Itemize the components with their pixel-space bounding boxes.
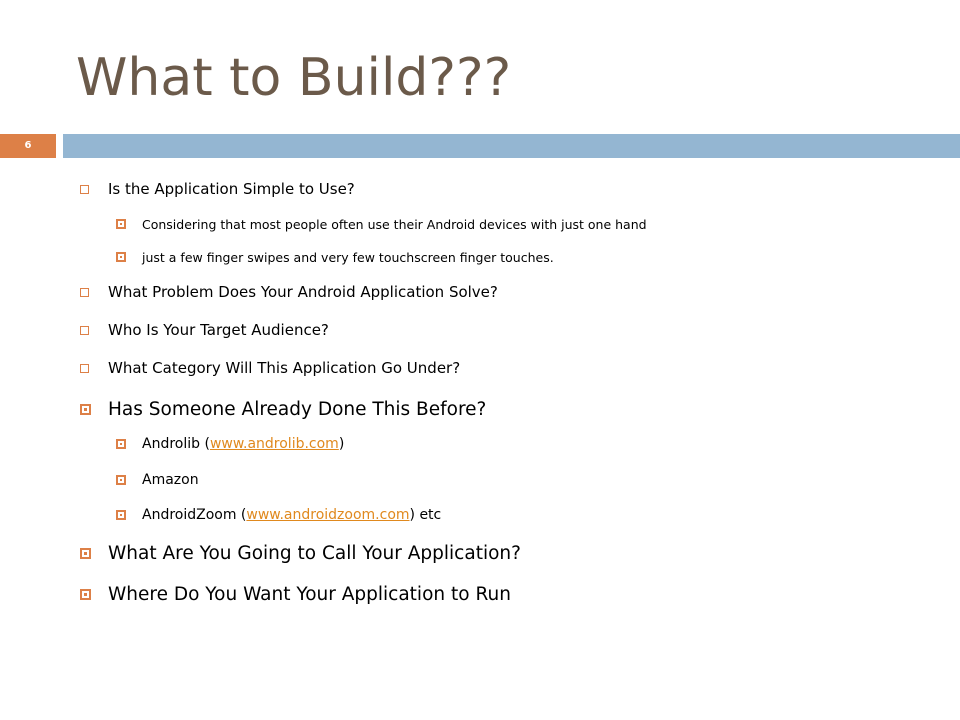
filled-square-bullet-icon (116, 510, 126, 520)
filled-square-bullet-icon (80, 404, 91, 415)
bullet-text: Is the Application Simple to Use? (108, 180, 355, 198)
slide-title: What to Build??? (76, 48, 512, 108)
bullet-item (80, 318, 329, 342)
slide-number: 6 (0, 134, 56, 158)
bullet-text: Has Someone Already Done This Before? (108, 398, 487, 420)
bullet-item (80, 356, 460, 380)
bullet-text: Amazon (142, 472, 199, 488)
square-bullet-icon (80, 288, 89, 297)
bullet-text: Who Is Your Target Audience? (108, 321, 329, 339)
filled-square-bullet-icon (116, 439, 126, 449)
bullet-item (80, 280, 498, 304)
sub-bullet-item (116, 468, 199, 492)
sub-bullet-item (116, 213, 647, 235)
bullet-text: What Are You Going to Call Your Application? (108, 542, 521, 564)
filled-square-bullet-icon (116, 219, 126, 229)
androidzoom-link[interactable]: www.androidzoom.com (246, 507, 410, 523)
square-bullet-icon (80, 326, 89, 335)
square-bullet-icon (80, 185, 89, 194)
androlib-link[interactable]: www.androlib.com (209, 436, 339, 452)
bullet-item (80, 580, 511, 608)
link-suffix: ) etc (409, 507, 442, 523)
filled-square-bullet-icon (116, 475, 126, 485)
bullet-text: What Problem Does Your Android Application Solve? (108, 283, 498, 301)
sub-bullet-item (116, 503, 441, 527)
bullet-text: Where Do You Want Your Application to Run (108, 583, 511, 605)
bullet-text: Considering that most people often use their Android devices with just one hand (142, 216, 647, 232)
bullet-text (142, 436, 344, 452)
filled-square-bullet-icon (116, 252, 126, 262)
filled-square-bullet-icon (80, 589, 91, 600)
bullet-text (142, 507, 441, 523)
bullet-item (80, 395, 486, 423)
filled-square-bullet-icon (80, 548, 91, 559)
bullet-item (80, 177, 355, 201)
sub-bullet-item (116, 246, 554, 268)
link-prefix: Androlib ( (142, 436, 210, 452)
sub-bullet-item (116, 432, 344, 456)
bullet-text: just a few finger swipes and very few touchscreen finger touches. (142, 249, 554, 265)
link-suffix: ) (338, 436, 345, 452)
bullet-item (80, 539, 521, 567)
link-prefix: AndroidZoom ( (142, 507, 247, 523)
bullet-text: What Category Will This Application Go Under? (108, 359, 461, 377)
square-bullet-icon (80, 364, 89, 373)
